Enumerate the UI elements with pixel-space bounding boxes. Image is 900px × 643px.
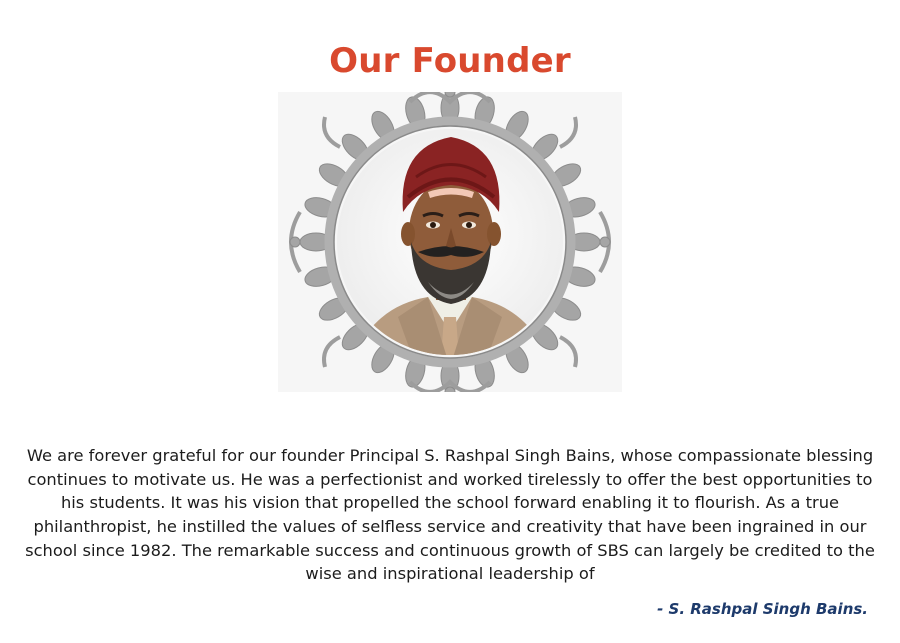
founder-description: We are forever grateful for our founder Principal S. Rashpal Singh Bains, whose compassionate blessing continues to motivate us. He was a perfectionist and worked tirelessly to offer the best opportunities to his students. It was his vision that propelled the school forward enabling it to flourish. As a true philanthropist, he instilled the values of selfless service and creativity that have been ingrained in our school since 1982. The remarkable success and continuous growth of SBS can largely be credited to the wise and inspirational leadership of	[25, 446, 875, 584]
ornamental-frame-image	[278, 92, 622, 392]
page-title: Our Founder	[329, 40, 571, 81]
founder-signature: - S. Rashpal Singh Bains.	[657, 600, 868, 618]
founder-portrait	[278, 92, 622, 392]
